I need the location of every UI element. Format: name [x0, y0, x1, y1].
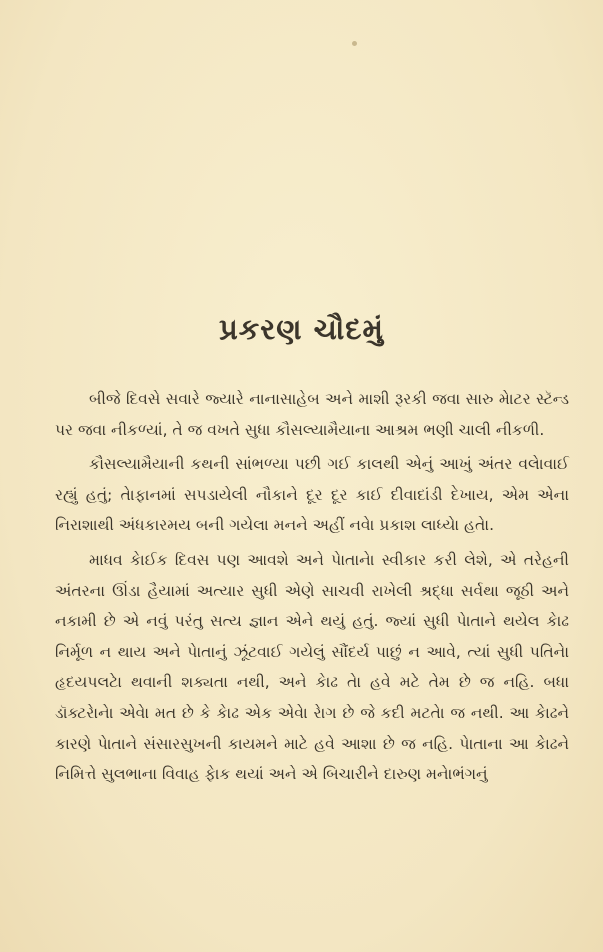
paragraph-1: બીજે દિવસે સવારે જ્યારે નાનાસાહેબ અને માશી રૂરકી જવા સારુ મેાટર સ્ટૅન્ડ પર જવા નીકળ્યાં, તે જ વખતે સુધા કૌસલ્યામૈયાના આશ્રમ ભણી ચાલી નીકળી. [55, 390, 569, 439]
paragraph-2: કૌસલ્યામૈયાની કથની સાંભળ્યા પછી ગઈ કાલથી એનું આખું અંતર વલેાવાઈ રહ્યું હતું; તેાફાનમાં સપડાયેલી નૌકાને દૂર દૂર કાઈ દીવાદાંડી દેખાય, એમ એના નિરાશાથી અંધકારમય બની ગયેલા મનને અહીં નવેા પ્રકાશ લાધ્યેા હતેા. [55, 455, 569, 535]
chapter-title: પ્રકરણ ચૌદમું [218, 312, 384, 346]
print-speck [352, 41, 357, 46]
paragraph-3: માધવ કેાઈક દિવસ પણ આવશે અને પેાતાનેા સ્વીકાર કરી લેશે, એ તરેહની અંતરના ઊંડા હૈયામાં અત્યાર સુધી એણે સાચવી રાખેલી શ્રદ્ધા સર્વથા જૂઠી અને નકામી છે એ નવું પરંતુ સત્ય જ્ઞાન એને થયું હતું. જ્યાં સુધી પેાતાને થયેલ કેાઢ નિર્મૂળ ન થાય અને પેાતાનું ઝૂંટવાઈ ગયેલું સૌંદર્ય પાછું ન આવે, ત્યાં સુધી પતિનેા હૃદયપલટેા થવાની શક્યતા નથી, અને કેાઢ તેા હવે મટે તેમ છે જ નહિ. બધા ડૉક્ટરેાનેા એવેા મત છે કે કેાઢ એક એવેા રેાગ છે જે કદી મટતેા જ નથી. આ કેાઢને કારણે પેાતાને સંસારસુખની કાયમને માટે હવે આશા છે જ નહિ. પેાતાના આ કેાઢને નિમિત્તે સુલભાના વિવાહ ફેાક થયાં અને એ બિચારીને દારુણ મનેાભંગનું [55, 550, 569, 784]
body-text [55, 384, 569, 794]
